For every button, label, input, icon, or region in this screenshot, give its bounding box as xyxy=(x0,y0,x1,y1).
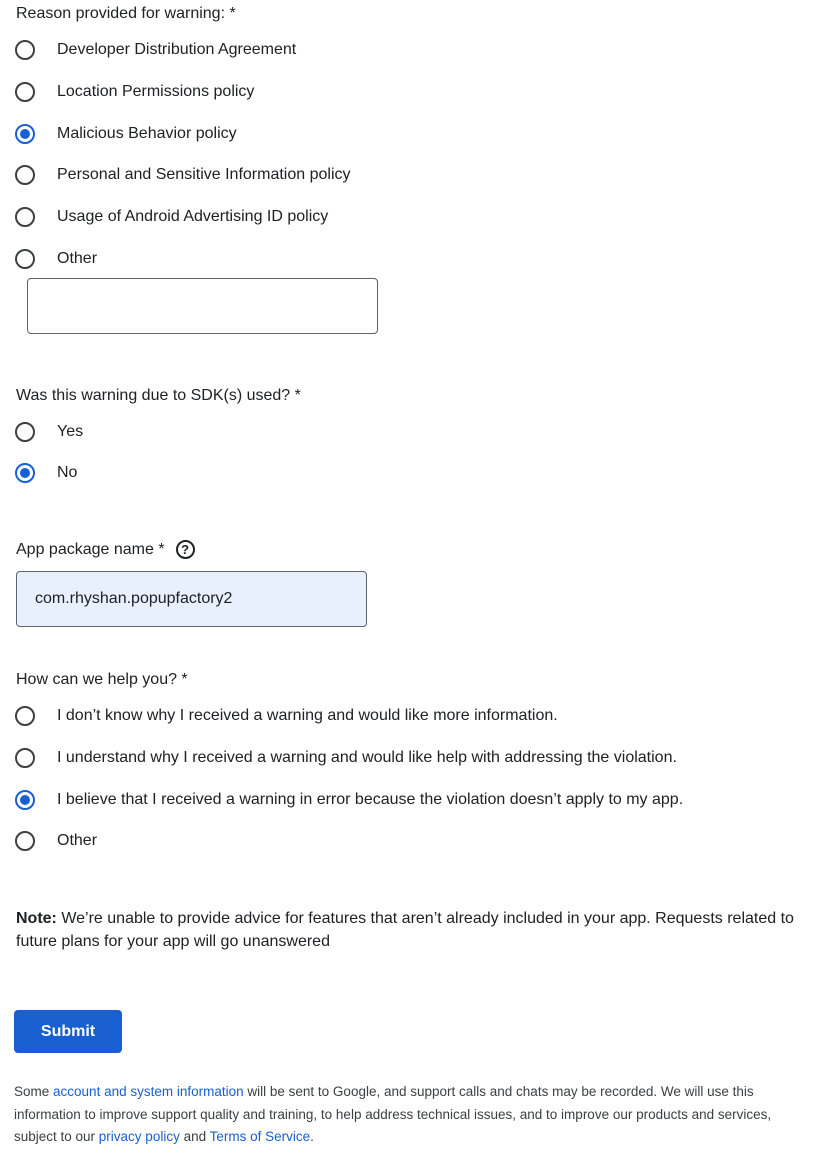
note-bold-label: Note: xyxy=(16,910,57,927)
package-label-row xyxy=(16,540,195,559)
radio-button[interactable] xyxy=(15,165,35,185)
radio-button-selected[interactable] xyxy=(15,463,35,483)
option-label: Other xyxy=(57,250,98,267)
option-label: Malicious Behavior policy xyxy=(57,125,237,142)
footer-text: Some xyxy=(14,1084,54,1099)
radio-button[interactable] xyxy=(15,207,35,227)
option-label: I don’t know why I received a warning and would like more information. xyxy=(57,707,558,724)
radio-button[interactable] xyxy=(15,82,35,102)
option-label: Personal and Sensitive Information policy xyxy=(57,166,351,183)
note-body: We’re unable to provide advice for features that aren’t already included in your app. Requests related to future plans for your app will go unanswered xyxy=(16,910,794,950)
radio-button[interactable] xyxy=(15,249,35,269)
help-option-warning-in-error[interactable] xyxy=(15,786,683,814)
radio-button-selected[interactable] xyxy=(15,124,35,144)
radio-button[interactable] xyxy=(15,831,35,851)
footer-disclaimer xyxy=(14,1081,809,1149)
submit-button[interactable]: Submit xyxy=(14,1010,122,1053)
reason-option-developer-distribution[interactable] xyxy=(15,36,296,64)
help-question-label: How can we help you? * xyxy=(16,671,188,688)
reason-label: Reason provided for warning: * xyxy=(16,5,236,22)
package-name-label: App package name * xyxy=(16,540,165,558)
help-option-other[interactable] xyxy=(15,827,97,855)
radio-button[interactable] xyxy=(15,748,35,768)
terms-of-service-link[interactable]: Terms of Service xyxy=(209,1129,311,1144)
privacy-policy-link[interactable]: privacy policy xyxy=(98,1129,180,1144)
radio-button[interactable] xyxy=(15,40,35,60)
account-info-link[interactable]: account and system information xyxy=(53,1084,244,1099)
sdk-question-label: Was this warning due to SDK(s) used? * xyxy=(16,387,301,404)
reason-option-location-permissions[interactable] xyxy=(15,78,254,106)
option-label: Yes xyxy=(57,423,84,440)
reason-option-advertising-id[interactable] xyxy=(15,203,328,231)
option-label: I understand why I received a warning and would like help with addressing the violation. xyxy=(57,749,677,766)
sdk-option-no[interactable] xyxy=(15,459,77,487)
reason-other-input[interactable] xyxy=(27,278,378,334)
help-option-more-information[interactable] xyxy=(15,702,558,730)
note-text xyxy=(16,907,806,953)
footer-text: will be sent to Google, and support calls and chats may be recorded. We will use this information to improve support quality and training, to help address technical issues, and to improve our products and services, subject to our xyxy=(14,1084,772,1144)
footer-text: . xyxy=(310,1129,314,1144)
reason-option-malicious-behavior[interactable] xyxy=(15,120,237,148)
option-label: No xyxy=(57,464,78,481)
reason-option-personal-sensitive[interactable] xyxy=(15,161,351,189)
sdk-option-yes[interactable] xyxy=(15,418,83,446)
option-label: Developer Distribution Agreement xyxy=(57,41,297,58)
option-label: Location Permissions policy xyxy=(57,83,255,100)
option-label: I believe that I received a warning in error because the violation doesn’t apply to my app. xyxy=(57,791,684,808)
radio-button[interactable] xyxy=(15,706,35,726)
package-name-field[interactable]: com.rhyshan.popupfactory2 xyxy=(16,571,367,627)
help-icon[interactable]: ? xyxy=(176,540,195,559)
option-label: Usage of Android Advertising ID policy xyxy=(57,208,329,225)
option-label: Other xyxy=(57,832,98,849)
reason-option-other[interactable] xyxy=(15,245,97,273)
radio-button-selected[interactable] xyxy=(15,790,35,810)
footer-text: and xyxy=(179,1129,210,1144)
help-option-addressing-violation[interactable] xyxy=(15,744,677,772)
radio-button[interactable] xyxy=(15,422,35,442)
